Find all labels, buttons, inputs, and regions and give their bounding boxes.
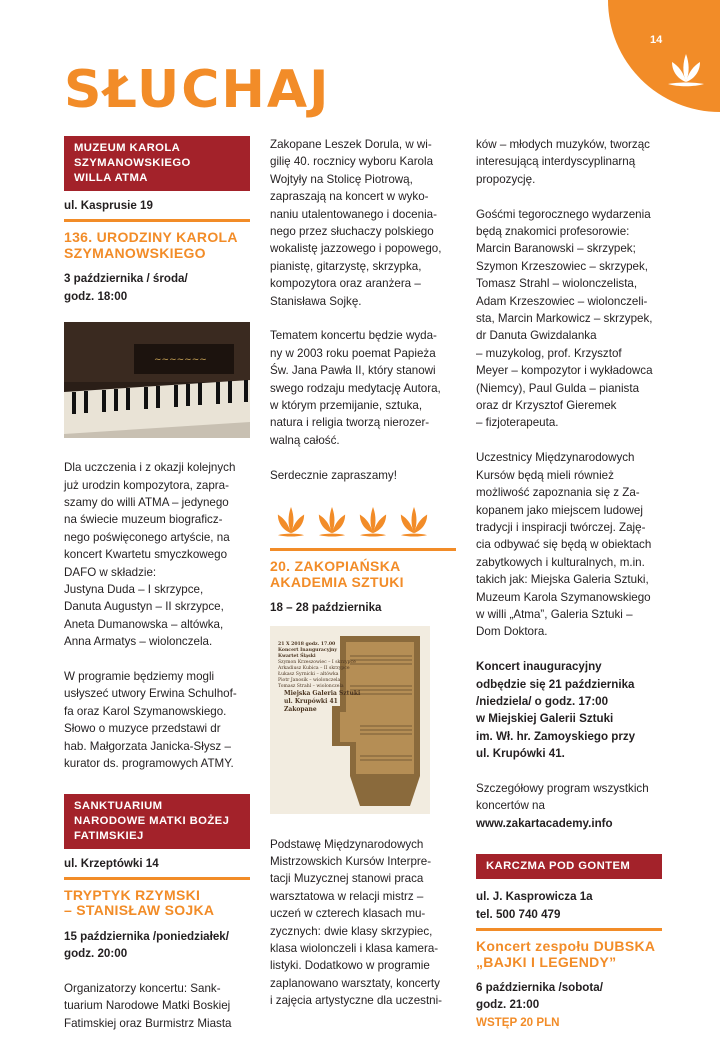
text-line: Uczestnicy Międzynarodowych	[476, 451, 635, 465]
paragraph: Serdecznie zapraszamy!	[270, 468, 397, 482]
leaf-icon	[317, 504, 347, 538]
event-date-line: 15 października /poniedziałek/	[64, 929, 229, 943]
piano-image	[64, 322, 250, 438]
text-line: na świecie muzeum biograficz-	[64, 513, 223, 527]
paragraph	[476, 658, 662, 762]
text-line: oraz dr Krzysztof Gieremek	[476, 399, 617, 413]
text-line: (Niemcy), Paul Gulda – pianista	[476, 381, 640, 395]
poster-text: Kwartet Śląski	[278, 653, 316, 659]
text-line: listyki. Dodatkowo w programie	[270, 959, 430, 973]
poster-text: ul. Krupówki 41	[284, 697, 338, 705]
venue-address: ul. Krzeptówki 14	[64, 849, 250, 880]
event-date-line: 6 października /sobota/	[476, 981, 603, 994]
leaf-divider	[276, 504, 456, 538]
poster-text: Szymon Krzeszowiec – I skrzypce	[278, 659, 356, 665]
text-line: Podstawę Międzynarodowych	[270, 837, 424, 851]
text-line: w Miejskiej Galerii Sztuki	[476, 712, 614, 726]
text-line: Szymon Krzeszowiec – skrzypek,	[476, 259, 649, 273]
text-line: Dom Doktora.	[476, 625, 548, 639]
text-line: Gośćmi tegorocznego wydarzenia	[476, 207, 651, 221]
poster-text: Łukasz Syrnicki – altówka	[278, 671, 339, 677]
text-line: interesującą interdyscyplinarną	[476, 155, 636, 169]
text-line: koncertów na	[476, 799, 545, 813]
text-line: tuarium Narodowe Matki Boskiej	[64, 999, 231, 1013]
poster-text: Tomasz Strahl – wiolonczela	[278, 683, 344, 689]
column-1	[64, 136, 250, 1049]
event-date	[476, 979, 662, 1014]
venue-header-line: FATIMSKIEJ	[74, 829, 144, 842]
event-title	[270, 559, 456, 590]
text-line: takich jak: Miejska Galeria Sztuki,	[476, 573, 649, 587]
text-line: i zajęcia artystyczne dla uczestni-	[270, 994, 443, 1008]
text-line: szamy do willi ATMA – jedynego	[64, 496, 229, 510]
text-line: w którym przemijanie, sztuka,	[270, 399, 423, 413]
text-line: im. Wł. hr. Zamoyskiego przy	[476, 729, 636, 743]
text-line: będą znakomici profesorowie:	[476, 225, 630, 239]
text-line: Danuta Augustyn – II skrzypce,	[64, 600, 224, 614]
text-line: Tematem koncertu będzie wyda-	[270, 329, 437, 343]
event-date	[64, 928, 250, 963]
text-line: tradycji i inspiracji twórczej. Zaję-	[476, 520, 646, 534]
text-line: DAFO w składzie:	[64, 565, 157, 579]
piano-photo	[64, 322, 250, 438]
event-title-line: 136. URODZINY KAROLA	[64, 229, 238, 246]
leaf-icon	[358, 504, 388, 538]
event-title-line: „BAJKI I LEGENDY”	[476, 953, 617, 970]
text-line: Słowo o muzyce przedstawi dr	[64, 722, 221, 736]
event-title	[476, 939, 662, 970]
venue-address	[476, 879, 662, 931]
poster-text: 21 X 2018 godz. 17.00	[278, 641, 336, 647]
text-line: hab. Małgorzata Janicka-Słysz –	[64, 739, 231, 753]
paragraph	[64, 459, 250, 650]
event-title	[64, 230, 250, 261]
paragraph	[476, 449, 662, 640]
venue-header-line: SANKTUARIUM	[74, 799, 163, 812]
address-line: tel. 500 740 479	[476, 907, 561, 921]
paragraph	[270, 327, 456, 449]
paragraph	[64, 668, 250, 772]
text-line: sta, Marcin Markowicz – skrzypek,	[476, 312, 653, 326]
paragraph	[270, 836, 456, 1010]
venue-header-line: MUZEUM KAROLA	[74, 142, 181, 154]
text-line: walną całość.	[270, 433, 340, 447]
text-line: Szczegółowy program wszystkich	[476, 781, 649, 795]
text-line: gilię 40. rocznicy wyboru Karola	[270, 155, 434, 169]
column-2	[270, 136, 456, 1027]
poster-text: Miejska Galeria Sztuki	[284, 689, 361, 697]
text-line: Kursów będą mieli również	[476, 468, 614, 482]
text-line: możliwość zapoznania się z Za-	[476, 486, 640, 500]
text-line: Dla uczczenia i z okazji kolejnych	[64, 461, 236, 475]
text-line: wokalistę jazzowego i popowego,	[270, 242, 442, 256]
svg-text:~~~~~~~: ~~~~~~~	[154, 355, 207, 366]
text-line: kurator ds. programowych ATMY.	[64, 757, 234, 771]
text-line: usłyszeć utwory Erwina Schulhof-	[64, 687, 237, 701]
text-line: uczeń w czterech klasach mu-	[270, 907, 426, 921]
event-date	[64, 270, 250, 305]
text-line: Wojtyły na Stolicę Piotrową,	[270, 172, 413, 186]
leaf-icon	[399, 504, 429, 538]
paragraph	[476, 206, 662, 432]
text-line: kopanem jako miejscem ludowej	[476, 503, 643, 517]
paragraph	[270, 136, 456, 310]
text-line: Mistrzowskich Kursów Interpre-	[270, 854, 432, 868]
poster-text: Koncert Inauguracyjny	[278, 647, 338, 653]
text-line: nego poświęconego artyście, na	[64, 530, 230, 544]
venue-header-line: NARODOWE MATKI BOŻEJ	[74, 814, 230, 827]
poster-text: Zakopane	[284, 705, 317, 713]
text-line: swego rodzaju medytację Autora,	[270, 381, 441, 395]
text-line: W programie będziemy mogli	[64, 670, 215, 684]
text-line: koncert Kwartetu smyczkowego	[64, 548, 228, 562]
text-line: Fatimskiej oraz Burmistrz Miasta	[64, 1016, 232, 1030]
text-line: tacji Muzycznej stanowi praca	[270, 872, 424, 886]
text-line: natura i religia tworzą nierozer-	[270, 416, 430, 430]
text-line: pianistę, gitarzystę, skrzypka,	[270, 259, 422, 273]
text-line: dr Danuta Gwizdalanka	[476, 329, 597, 343]
paragraph	[476, 780, 662, 832]
paragraph	[476, 136, 662, 188]
text-line: Zakopane Leszek Dorula, w wi-	[270, 138, 432, 151]
poster-text: Piotr Janosik – wiolonczela	[278, 677, 341, 683]
address-line: ul. J. Kasprowicza 1a	[476, 890, 593, 904]
text-line: Tomasz Strahl – wiolonczelista,	[476, 277, 638, 291]
page-number: 14	[650, 34, 663, 46]
text-line: cia odbywać się będą w obiektach	[476, 538, 652, 552]
text-line: – muzykolog, prof. Krzysztof	[476, 346, 622, 360]
concert-poster	[270, 626, 430, 814]
text-line: naniu utalentowanego i docenia-	[270, 207, 437, 221]
text-line: klasa wiolonczeli i klasa kamera-	[270, 941, 439, 955]
venue-header-muzeum	[64, 136, 250, 191]
text-line: Muzeum Karola Szymanowskiego	[476, 590, 651, 604]
text-line: ny w 2003 roku poemat Papieża	[270, 346, 436, 360]
text-line: ków – młodych muzyków, tworząc	[476, 138, 650, 151]
text-line: warsztatowa w relacji mistrz –	[270, 889, 424, 903]
venue-header-sanktuarium	[64, 794, 250, 849]
text-line: Justyna Duda – I skrzypce,	[64, 583, 204, 597]
event-title-line: TRYPTYK RZYMSKI	[64, 886, 201, 903]
event-title-line: AKADEMIA SZTUKI	[270, 573, 404, 590]
text-line: zapraszają na koncert w wyko-	[270, 190, 429, 204]
text-line: zabytkowych i kulturalnych, m.in.	[476, 555, 645, 569]
event-date-line: 3 października / środa/	[64, 272, 188, 286]
text-line: zaplanowano warsztaty, koncerty	[270, 976, 440, 990]
text-line: kompozytora oraz aranżera –	[270, 277, 421, 291]
text-line: /niedziela/ o godz. 17:00	[476, 694, 609, 708]
event-date: 18 – 28 października	[270, 601, 382, 615]
text-line: Organizatorzy koncertu: Sank-	[64, 981, 221, 995]
text-line: Adam Krzeszowiec – wiolonczeli-	[476, 294, 648, 308]
leaf-icon	[276, 504, 306, 538]
event-title-line: – STANISŁAW SOJKA	[64, 902, 215, 919]
text-line: w willi „Atma”, Galeria Sztuki –	[476, 607, 633, 621]
text-line: propozycję.	[476, 172, 536, 186]
text-line: odbędzie się 21 października	[476, 677, 635, 691]
venue-address: ul. Kasprusie 19	[64, 191, 250, 222]
event-title-line: SZYMANOWSKIEGO	[64, 244, 206, 261]
poster-text: Arkadiusz Kubica – II skrzypce	[278, 665, 350, 671]
event-title-line: 20. ZAKOPIAŃSKA	[270, 558, 401, 575]
column-3	[476, 136, 662, 1031]
venue-header-line: WILLA ATMA	[74, 172, 148, 184]
text-line: fa oraz Karol Szymanowskiego.	[64, 704, 227, 718]
event-date-line: godz. 20:00	[64, 947, 128, 961]
text-line: Św. Jana Pawła II, który stanowi	[270, 364, 436, 378]
corner-decoration	[608, 0, 720, 112]
text-line: już urodzin kompozytora, zapra-	[64, 478, 229, 492]
text-line: Marcin Baranowski – skrzypek;	[476, 242, 636, 256]
venue-header-karczma: KARCZMA POD GONTEM	[476, 854, 662, 879]
text-line: Stanisława Sojkę.	[270, 294, 362, 308]
text-line: Anna Armatys – wiolonczela.	[64, 635, 213, 649]
text-line: nego przez słuchaczy polskiego	[270, 225, 434, 239]
website-link[interactable]: www.zakartacademy.info	[476, 816, 613, 830]
event-title	[64, 888, 250, 919]
venue-header-line: SZYMANOWSKIEGO	[74, 157, 191, 169]
event-title-line: Koncert zespołu DUBSKA	[476, 938, 656, 954]
text-line: ul. Krupówki 41.	[476, 747, 565, 761]
text-line: Koncert inauguracyjny	[476, 660, 602, 674]
event-date-line: godz. 21:00	[476, 998, 540, 1012]
text-line: zycznych: dwie klasy skrzypiec,	[270, 924, 433, 938]
text-line: Meyer – kompozytor i wykładowca	[476, 364, 653, 378]
text-line: Aneta Dumanowska – altówka,	[64, 617, 224, 631]
text-line: – fizjoterapeuta.	[476, 416, 559, 430]
page-title: SŁUCHAJ	[64, 60, 331, 120]
event-date-line: godz. 18:00	[64, 289, 128, 303]
entry-price: WSTĘP 20 PLN	[476, 1015, 560, 1029]
paragraph	[64, 980, 250, 1032]
